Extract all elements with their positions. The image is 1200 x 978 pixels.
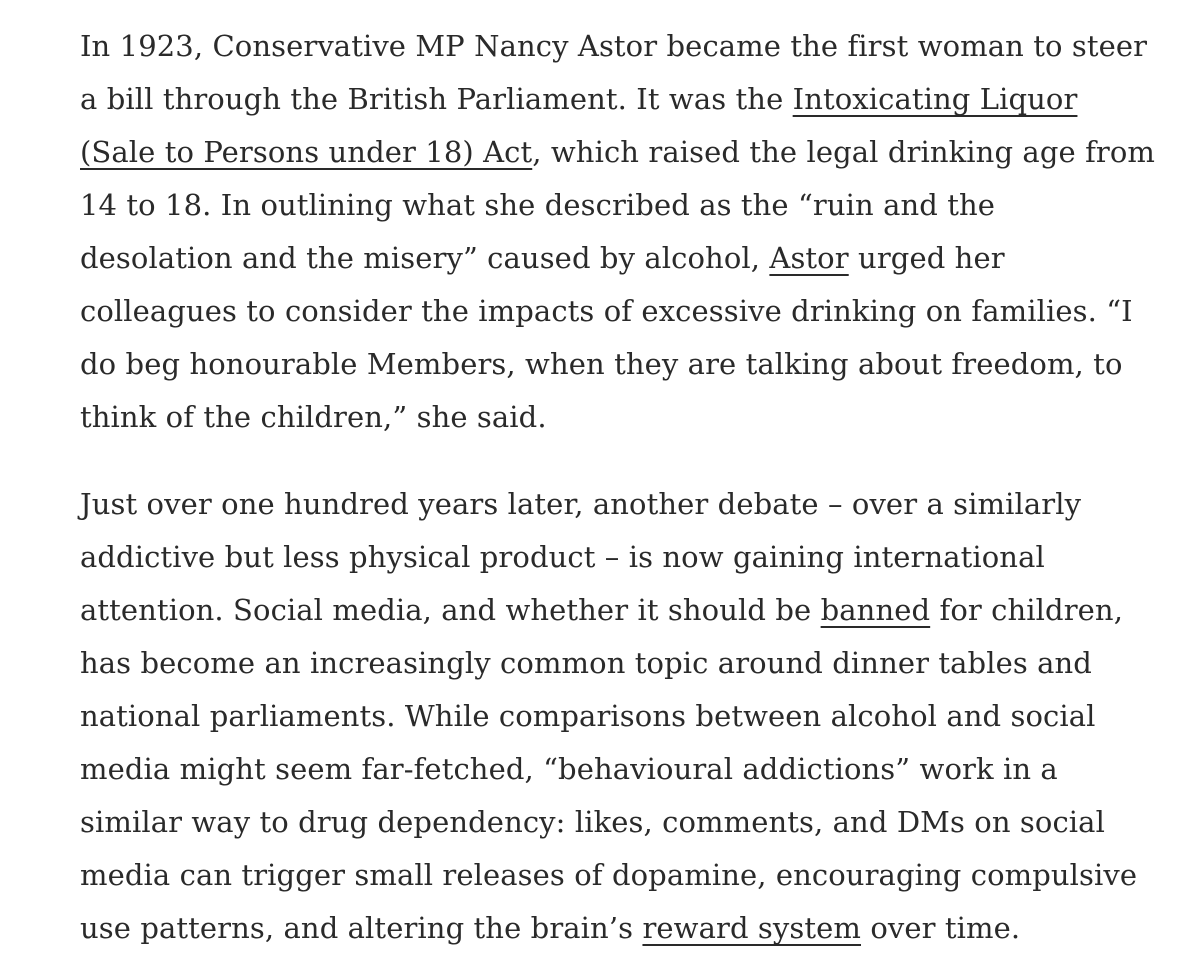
paragraph-2-line-8: media can trigger small releases of dopamine, encouraging compulsive [80,858,1138,892]
paragraph-1-line-5 [80,232,1140,285]
paragraph-2-line-5: national parliaments. While comparisons between alcohol and social [80,699,1096,733]
paragraph-2-line-4: has become an increasingly common topic around dinner tables and [80,646,1092,680]
paragraph-1-line-3-text: , which raised the legal drinking age from [532,135,1156,169]
paragraph-2-line-3-text-before: attention. Social media, and whether it should be [80,593,821,627]
paragraph-1-line-2 [80,73,1140,126]
paragraph-2-line-2: addictive but less physical product – is now gaining international [80,540,1045,574]
banned-link[interactable]: banned [820,593,931,627]
paragraph-2-line-7: similar way to drug dependency: likes, comments, and DMs on social [80,805,1105,839]
paragraph-2-line-9-text-after: over time. [861,911,1021,945]
paragraph-2-line-9-text-before: use patterns, and altering the brain’s [80,911,643,945]
paragraph-2-line-1: Just over one hundred years later, another debate – over a similarly [80,487,1082,521]
reward-system-link[interactable]: reward system [642,911,861,945]
paragraph-1-line-3 [80,126,1156,179]
paragraph-2 [80,478,1140,955]
paragraph-1-line-7: do beg honourable Members, when they are talking about freedom, to [80,347,1123,381]
paragraph-1-line-5-text-before: desolation and the misery” caused by alcohol, [80,241,770,275]
act-link-continued[interactable]: (Sale to Persons under 18) Act [80,135,533,169]
article-body [80,20,1156,955]
paragraph-1-line-6: colleagues to consider the impacts of excessive drinking on families. “I [80,294,1133,328]
paragraph-2-line-3 [80,584,1140,637]
paragraph-1-line-2-text: a bill through the British Parliament. It was the [80,82,793,116]
paragraph-2-line-3-text-after: for children, [930,593,1124,627]
paragraph-2-line-9 [80,902,1140,955]
paragraph-1-line-4: 14 to 18. In outlining what she described as the “ruin and the [80,188,996,222]
astor-link[interactable]: Astor [769,241,849,275]
act-link[interactable]: Intoxicating Liquor [792,82,1078,116]
paragraph-2-line-6: media might seem far-fetched, “behavioural addictions” work in a [80,752,1058,786]
paragraph-1-line-5-text-after: urged her [848,241,1005,275]
paragraph-1-line-1: In 1923, Conservative MP Nancy Astor became the first woman to steer [80,29,1148,63]
paragraph-1-line-8: think of the children,” she said. [80,400,547,434]
paragraph-1 [80,20,1156,444]
